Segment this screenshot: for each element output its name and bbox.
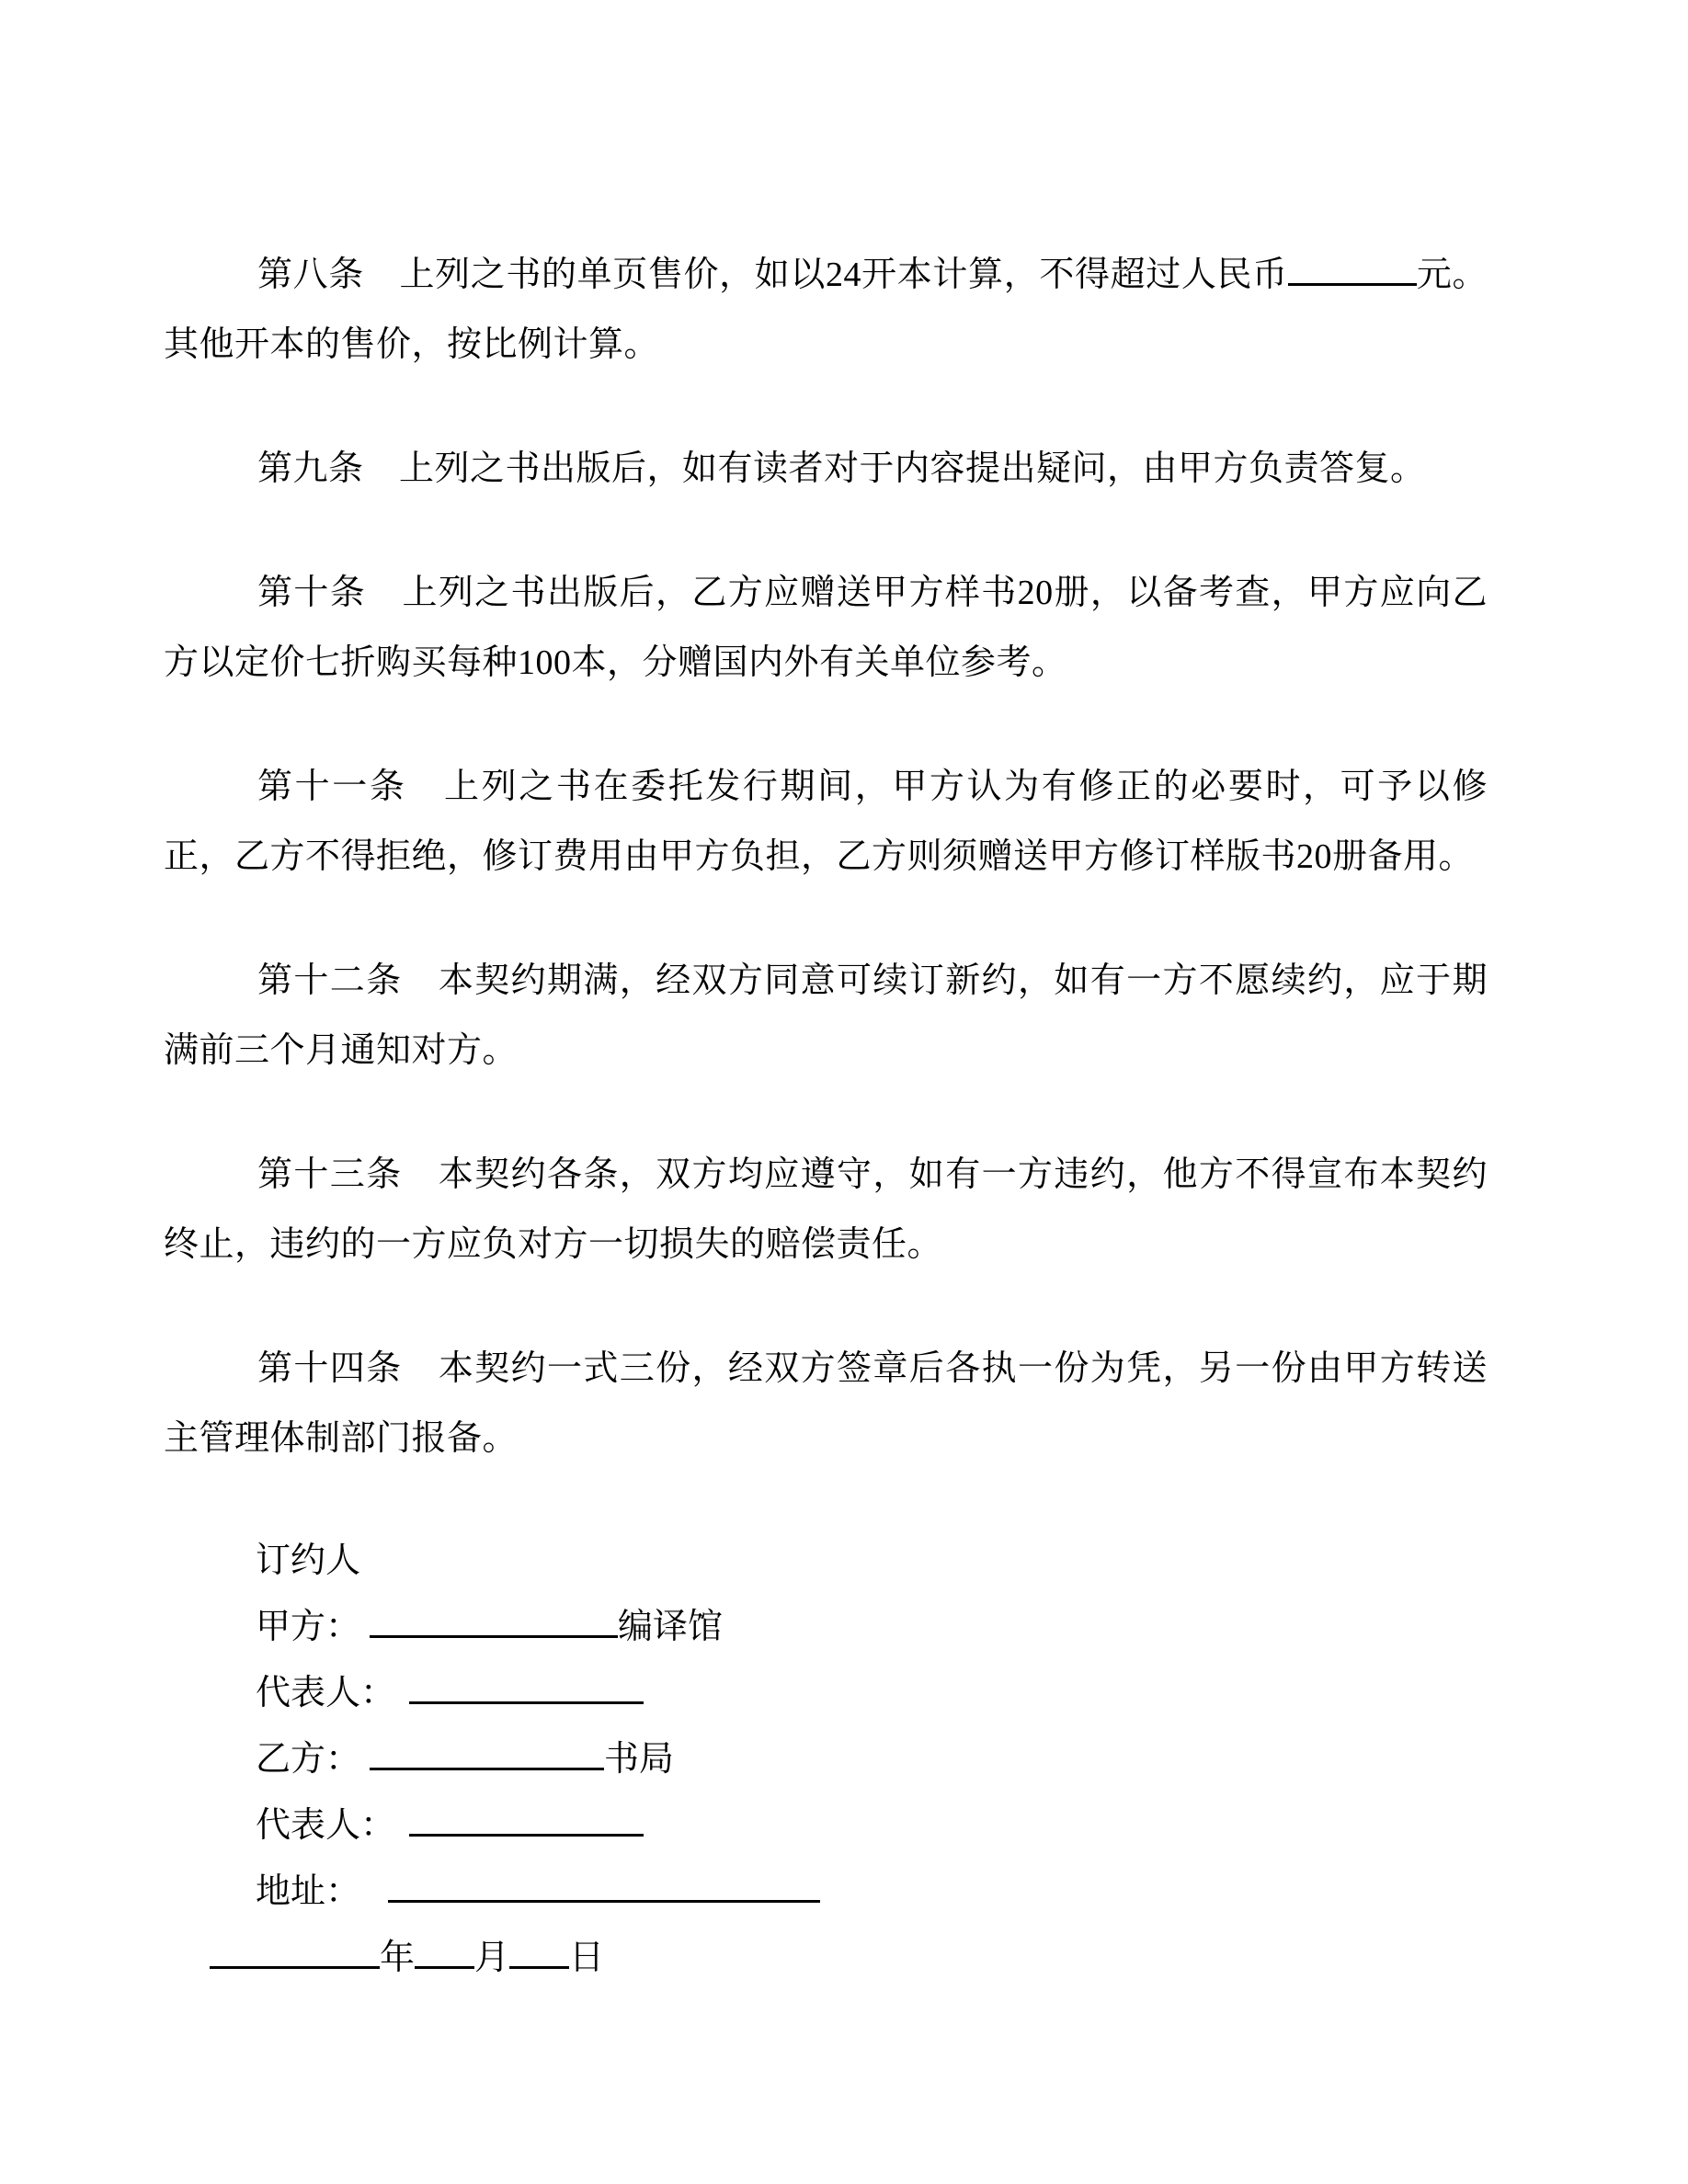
fill-in-blank <box>210 1933 380 1969</box>
text-run: 编译馆 <box>618 1608 724 1646</box>
fill-in-blank <box>409 1801 644 1837</box>
text-run: 第十一条 上列之书在委托发行期间，甲方认为有修正的必要时，可予以修正，乙方不得拒绝，修订费用由甲方负担，乙方则须赠送甲方修订样版书20册备用。 <box>164 768 1488 876</box>
fill-in-blank <box>415 1933 474 1969</box>
text-run: 第九条 上列之书出版后，如有读者对于内容提出疑问，由甲方负责答复。 <box>257 449 1426 488</box>
text-run: 第十二条 本契约期满，经双方同意可续订新约，如有一方不愿续约，应于期满前三个月通知对方。 <box>164 961 1488 1070</box>
text-run: 第十三条 本契约各条，双方均应遵守，如有一方违约，他方不得宣布本契约终止，违约的一方应负对方一切损失的赔偿责任。 <box>164 1155 1488 1264</box>
clause-9 <box>164 434 1488 504</box>
party-a-line <box>256 1594 1488 1660</box>
text-run: 订约人 <box>256 1541 361 1580</box>
fill-in-blank <box>1288 250 1417 286</box>
text-run: 第十条 上列之书出版后，乙方应赠送甲方样书20册，以备考查，甲方应向乙方以定价七折购买每种100本，分赠国内外有关单位参考。 <box>164 574 1488 682</box>
fill-in-blank <box>388 1867 820 1903</box>
clause-14 <box>164 1334 1488 1473</box>
text-run: 月 <box>474 1939 510 1977</box>
text-run: 地址： <box>256 1872 361 1911</box>
text-run: 日 <box>569 1939 605 1977</box>
fill-in-blank <box>409 1668 644 1704</box>
date-line <box>210 1925 1488 1991</box>
text-run: 元。其他开本的售价，按比例计算。 <box>164 256 1488 364</box>
document-body <box>164 240 1488 1991</box>
party-b-representative-line <box>256 1792 1488 1859</box>
clause-8 <box>164 240 1488 380</box>
party-a-representative-line <box>256 1660 1488 1726</box>
clause-11 <box>164 752 1488 892</box>
text-run: 代表人： <box>256 1806 396 1845</box>
clause-10 <box>164 558 1488 698</box>
text-run: 年 <box>380 1939 416 1977</box>
text-run: 甲方： <box>256 1608 361 1646</box>
text-run: 第八条 上列之书的单页售价，如以24开本计算，不得超过人民币 <box>257 256 1288 294</box>
text-run: 书局 <box>604 1740 675 1779</box>
address-line <box>256 1859 1488 1925</box>
clause-13 <box>164 1140 1488 1280</box>
fill-in-blank <box>370 1735 604 1770</box>
text-run: 乙方： <box>256 1740 361 1779</box>
fill-in-blank <box>509 1933 569 1969</box>
party-b-line <box>256 1726 1488 1792</box>
text-run: 第十四条 本契约一式三份，经双方签章后各执一份为凭，另一份由甲方转送主管理体制部门报备。 <box>164 1349 1488 1458</box>
contract-clauses <box>164 240 1488 1473</box>
text-run: 代表人： <box>256 1674 396 1712</box>
clause-12 <box>164 946 1488 1086</box>
signature-block <box>256 1528 1488 1991</box>
fill-in-blank <box>370 1602 618 1638</box>
signer-heading <box>256 1528 1488 1594</box>
